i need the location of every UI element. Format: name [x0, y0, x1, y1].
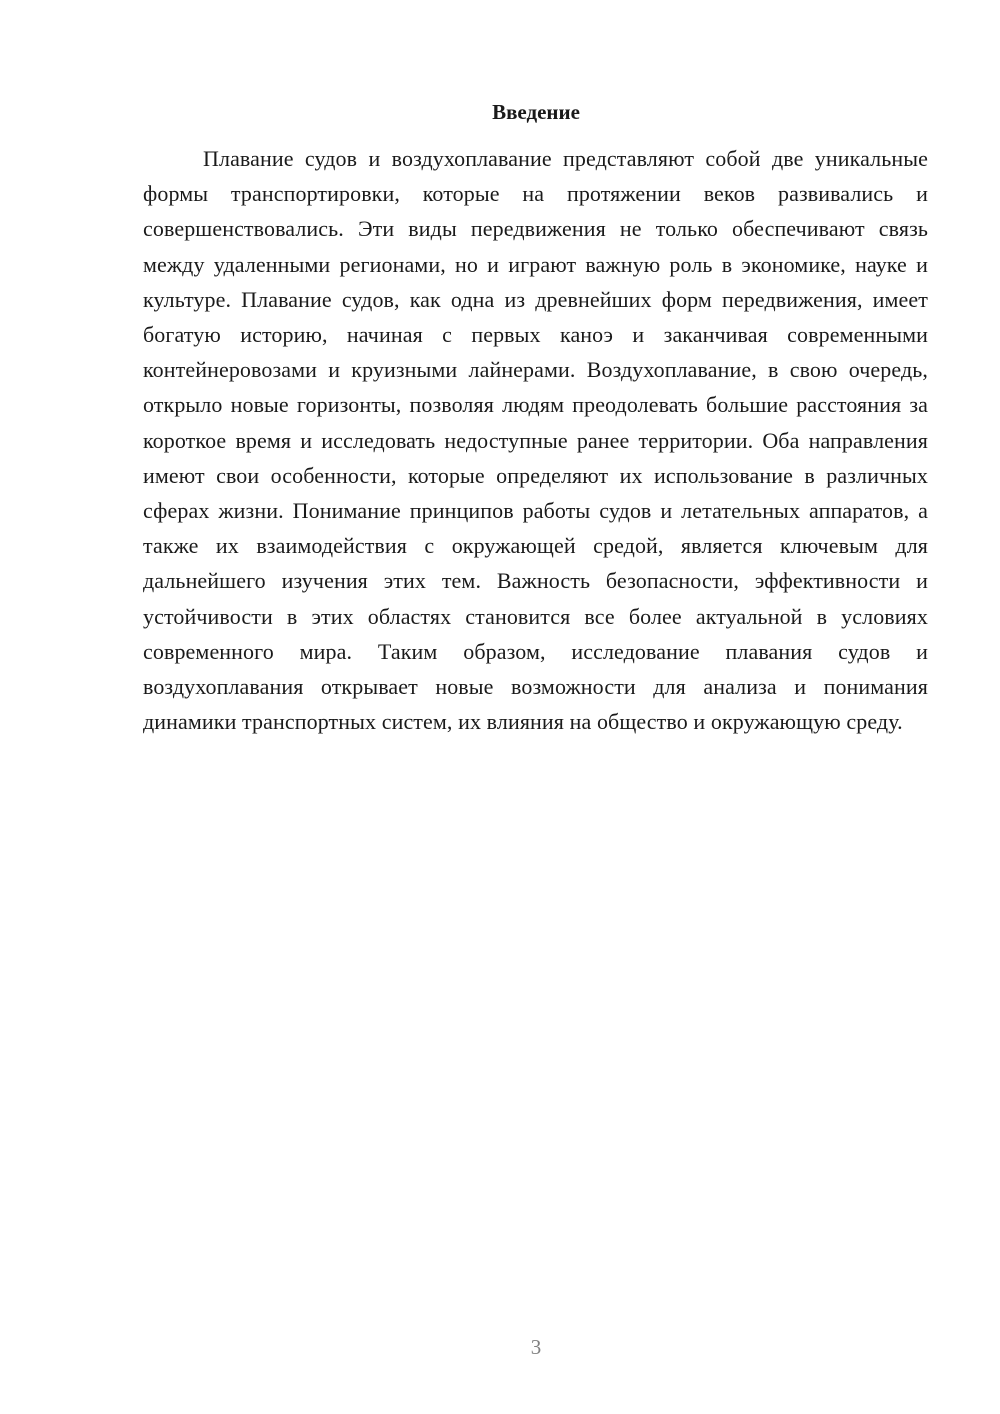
intro-paragraph: Плавание судов и воздухоплавание представляют собой две уникальные формы транспортировки, которые на протяжении веков развивались и совершенствовались. Эти виды передвижения не только обеспечивают связь между удаленными регионами, но и играют важную роль в экономике, науке и культуре. Плавание судов, как одна из древнейших форм передвижения, имеет богатую историю, начиная с первых каноэ и заканчивая современными контейнеровозами и круизными лайнерами. Воздухоплавание, в свою очередь, открыло новые горизонты, позволяя людям преодолевать большие расстояния за короткое время и исследовать недоступные ранее территории. Оба направления имеют свои особенности, которые определяют их использование в различных сферах жизни. Понимание принципов работы судов и летательных аппаратов, а также их взаимодействия с окружающей средой, является ключевым для дальнейшего изучения этих тем. Важность безопасности, эффективности и устойчивости в этих областях становится все более актуальной в условиях современного мира. Таким образом, исследование плавания судов и воздухоплавания открывает новые возможности для анализа и понимания динамики транспортных систем, их влияния на общество и окружающую среду. [143, 146, 928, 735]
page-number: 3 [530, 1335, 542, 1359]
section-heading: Введение [492, 100, 580, 124]
